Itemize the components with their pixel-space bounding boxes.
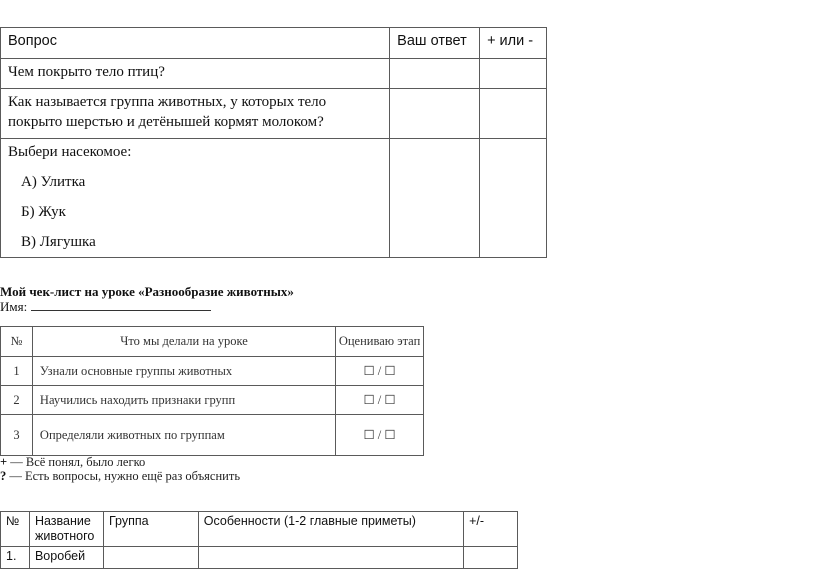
animal-name: Воробей [29,547,103,569]
question-3-text: Выбери насекомое: [8,144,132,160]
option-a: А) Улитка [21,174,86,190]
question-3 [1,139,390,258]
legend-text: — Есть вопросы, нужно ещё раз объяснить [6,469,241,483]
header-number: № [1,512,30,547]
animals-header-row [1,512,518,547]
row-number: 1. [1,547,30,569]
header-activity: Что мы делали на уроке [32,327,335,357]
mark-cell[interactable] [480,89,547,139]
mark-cell[interactable] [480,59,547,89]
row-text: Научились находить признаки групп [32,386,335,415]
rating-checkboxes[interactable]: ☐ / ☐ [336,415,424,456]
header-answer: Ваш ответ [390,28,480,59]
checklist-row [1,386,424,415]
legend-symbol: + [0,455,8,469]
header-plus-minus: +/- [464,512,518,547]
rating-checkboxes[interactable]: ☐ / ☐ [336,386,424,415]
header-name: Название животного [29,512,103,547]
option-b: Б) Жук [21,204,66,220]
row-number: 2 [1,386,33,415]
quiz-row [1,59,547,89]
animals-table [0,511,518,569]
legend-plus [0,455,145,470]
header-group: Группа [103,512,198,547]
question-2: Как называется группа животных, у которых тело покрыто шерстью и детёнышей кормят молоком? [1,89,390,139]
rating-checkboxes[interactable]: ☐ / ☐ [336,357,424,386]
header-number: № [1,327,33,357]
header-question: Вопрос [1,28,390,59]
header-features: Особенности (1-2 главные приметы) [198,512,463,547]
animals-row [1,547,518,569]
mark-cell[interactable] [464,547,518,569]
name-input-line[interactable] [31,298,211,311]
name-label: Имя: [0,299,28,314]
legend-symbol: ? [0,469,7,483]
name-field [0,298,211,315]
quiz-header-row [1,28,547,59]
group-cell[interactable] [103,547,198,569]
row-number: 1 [1,357,33,386]
checklist-title: Мой чек-лист на уроке «Разнообразие животных» [0,284,294,299]
quiz-table [0,27,547,258]
question-1: Чем покрыто тело птиц? [1,59,390,89]
header-plus-minus: + или - [480,28,547,59]
header-rating: Оцениваю этап [336,327,424,357]
row-text: Определяли животных по группам [32,415,335,456]
features-cell[interactable] [198,547,463,569]
row-number: 3 [1,415,33,456]
answer-cell[interactable] [390,139,480,258]
answer-cell[interactable] [390,59,480,89]
row-text: Узнали основные группы животных [32,357,335,386]
checklist-row [1,357,424,386]
quiz-row [1,89,547,139]
checklist-row [1,415,424,456]
answer-cell[interactable] [390,89,480,139]
mark-cell[interactable] [480,139,547,258]
legend-text: — Всё понял, было легко [7,455,146,469]
quiz-row [1,139,547,258]
checklist-table [0,326,424,456]
legend-question [0,469,240,484]
checklist-header-row [1,327,424,357]
option-c: В) Лягушка [21,234,96,250]
